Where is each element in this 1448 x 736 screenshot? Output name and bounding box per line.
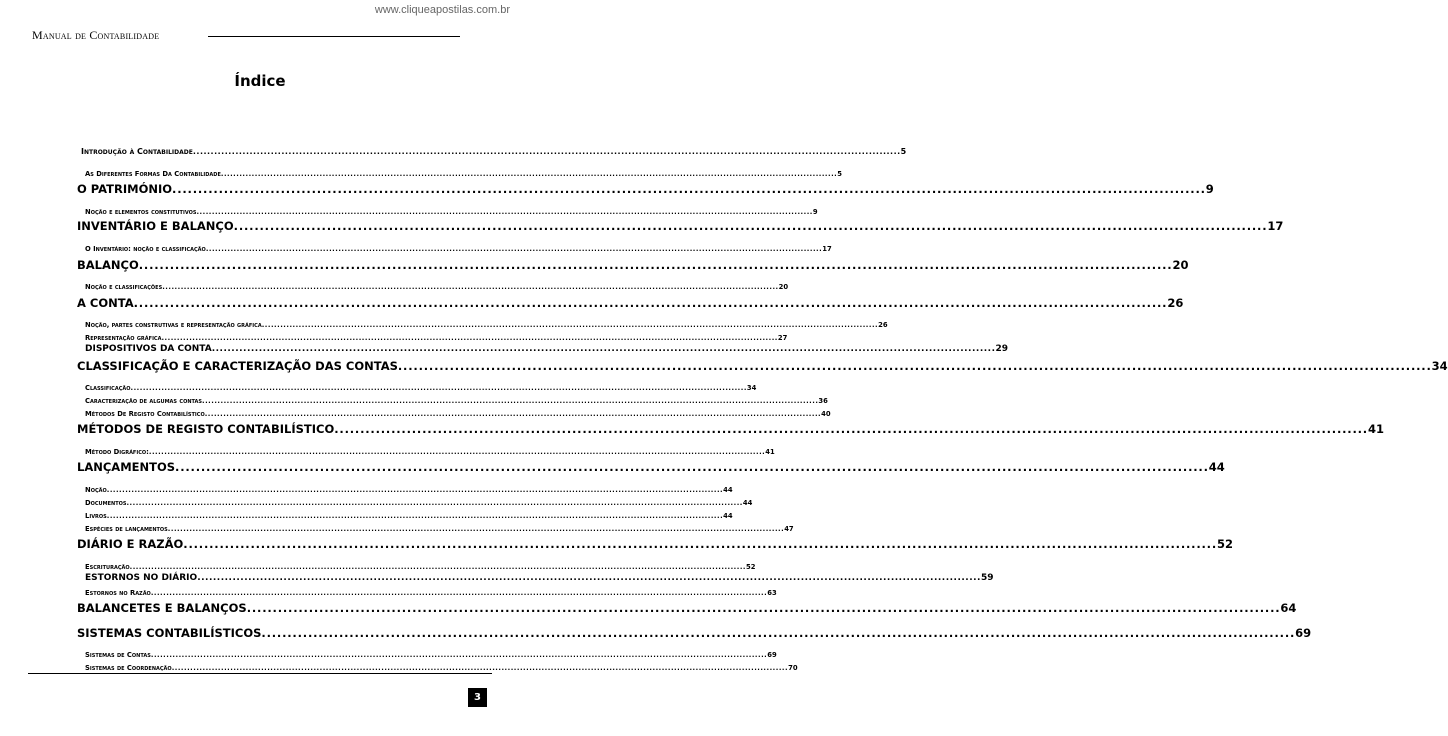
toc-entry[interactable] bbox=[77, 355, 1448, 373]
toc-entry-title: Noção e elementos constitutivos bbox=[85, 208, 197, 216]
toc-entry-title: A CONTA bbox=[77, 296, 134, 310]
toc-entry-title: Noção e classificações bbox=[85, 283, 163, 291]
toc-leader: ........................................................................................................................................................................................................ bbox=[261, 626, 1296, 640]
toc-leader: ........................................................................................................................................................................................................ bbox=[162, 283, 779, 291]
toc-entry[interactable] bbox=[77, 533, 1234, 551]
toc-leader: ........................................................................................................................................................................................................ bbox=[202, 397, 819, 405]
watermark-url: www.cliqueapostilas.com.br bbox=[374, 4, 510, 16]
toc-entry[interactable] bbox=[77, 418, 1384, 436]
toc-leader: ........................................................................................................................................................................................................ bbox=[172, 182, 1206, 196]
toc-entry[interactable] bbox=[77, 622, 1312, 640]
page-number-badge: 3 bbox=[468, 688, 487, 707]
toc-entry-page: 70 bbox=[788, 664, 798, 672]
toc-entry-page: 41 bbox=[765, 448, 775, 456]
toc-entry[interactable] bbox=[85, 438, 775, 456]
toc-leader: ........................................................................................................................................................................................................ bbox=[150, 589, 768, 597]
toc-entry-title: Noção bbox=[85, 486, 107, 494]
toc-entry-page: 44 bbox=[742, 499, 753, 507]
toc-leader: ........................................................................................................................................................................................................ bbox=[261, 321, 879, 329]
toc-leader: ........................................................................................................................................................................................................ bbox=[130, 384, 747, 392]
toc-entry[interactable] bbox=[77, 597, 1297, 615]
toc-entry-page: 47 bbox=[784, 525, 794, 533]
toc-entry-page: 63 bbox=[767, 589, 777, 597]
toc-entry-title: BALANÇO bbox=[77, 258, 139, 272]
toc-entry-page: 26 bbox=[878, 321, 888, 329]
toc-leader: ........................................................................................................................................................................................................ bbox=[334, 422, 1368, 436]
toc-entry-page: 29 bbox=[995, 344, 1009, 354]
toc-entry-title: Sistemas de Contas bbox=[85, 651, 151, 659]
toc-leader: ........................................................................................................................................................................................................ bbox=[106, 512, 724, 520]
toc-leader: ........................................................................................................................................................................................................ bbox=[196, 208, 813, 216]
footer-rule bbox=[28, 673, 492, 674]
toc-entry-page: 20 bbox=[1172, 258, 1189, 272]
toc-entry-title: Sistemas de Coordenação bbox=[85, 664, 172, 672]
toc-entry-title: LANÇAMENTOS bbox=[77, 460, 176, 474]
toc-entry-title: Método Digráfico: bbox=[85, 448, 149, 456]
toc-entry-page: 36 bbox=[818, 397, 828, 405]
toc-entry-page: 9 bbox=[1205, 182, 1214, 196]
toc-entry-page: 27 bbox=[777, 334, 788, 342]
toc-entry[interactable] bbox=[77, 178, 1214, 196]
toc-entry-page: 40 bbox=[821, 410, 831, 418]
toc-leader: ........................................................................................................................................................................................................ bbox=[171, 664, 789, 672]
toc-entry-title: Introdução à Contabilidade bbox=[81, 147, 193, 156]
toc-leader: ........................................................................................................................................................................................................ bbox=[175, 460, 1209, 474]
toc-leader: ........................................................................................................................................................................................................ bbox=[126, 499, 743, 507]
toc-entry-title: BALANCETES E BALANÇOS bbox=[77, 601, 247, 615]
toc-entry-page: 52 bbox=[746, 563, 756, 571]
toc-leader: ........................................................................................................................................................................................................ bbox=[246, 601, 1281, 615]
toc-entry-page: 17 bbox=[1267, 219, 1284, 233]
toc-entry-page: 41 bbox=[1367, 422, 1384, 436]
toc-entry-page: 44 bbox=[723, 512, 733, 520]
toc-entry[interactable] bbox=[85, 198, 818, 216]
toc-leader: ........................................................................................................................................................................................................ bbox=[161, 334, 778, 342]
toc-leader: ........................................................................................................................................................................................................ bbox=[150, 651, 768, 659]
toc-entry-title: Classificação bbox=[85, 384, 131, 392]
toc-entry-page: 59 bbox=[980, 573, 994, 583]
toc-leader: ........................................................................................................................................................................................................ bbox=[183, 537, 1218, 551]
toc-entry-title: Caracterização de algumas contas bbox=[85, 397, 202, 405]
toc-leader: ........................................................................................................................................................................................................ bbox=[167, 525, 785, 533]
toc-entry-title: CLASSIFICAÇÃO E CARACTERIZAÇÃO DAS CONTAS bbox=[77, 359, 398, 373]
running-header: Manual de Contabilidade bbox=[32, 28, 160, 42]
toc-entry-page: 5 bbox=[837, 170, 842, 178]
toc-leader: ........................................................................................................................................................................................................ bbox=[192, 147, 901, 156]
toc-entry-title: DISPOSITIVOS DA CONTA bbox=[85, 344, 212, 354]
toc-entry-page: 69 bbox=[767, 651, 777, 659]
toc-entry-title: Noção, partes construtivas e representação gráfica bbox=[85, 321, 262, 329]
toc-leader: ........................................................................................................................................................................................................ bbox=[205, 245, 823, 253]
toc-entry-title: Representação gráfica bbox=[85, 334, 162, 342]
toc-entry-page: 64 bbox=[1280, 601, 1297, 615]
toc-entry[interactable] bbox=[77, 292, 1184, 310]
toc-entry-title: Métodos De Registo Contabilístico bbox=[85, 410, 205, 418]
toc-leader: ........................................................................................................................................................................................................ bbox=[197, 573, 981, 583]
toc-entry[interactable] bbox=[85, 160, 842, 178]
toc-entry[interactable] bbox=[85, 579, 777, 597]
toc-leader: ........................................................................................................................................................................................................ bbox=[106, 486, 724, 494]
toc-entry-title: Estornos no Razão bbox=[85, 589, 151, 597]
toc-leader: ........................................................................................................................................................................................................ bbox=[233, 219, 1268, 233]
toc-leader: ........................................................................................................................................................................................................ bbox=[220, 170, 838, 178]
toc-entry-page: 34 bbox=[746, 384, 757, 392]
toc-leader: ........................................................................................................................................................................................................ bbox=[148, 448, 766, 456]
toc-leader: ........................................................................................................................................................................................................ bbox=[133, 296, 1168, 310]
toc-entry-page: 17 bbox=[822, 245, 832, 253]
toc-entry[interactable] bbox=[85, 273, 789, 291]
toc-entry[interactable] bbox=[85, 235, 832, 253]
toc-entry-page: 9 bbox=[812, 208, 818, 216]
toc-entry-title: Livros bbox=[85, 512, 107, 520]
toc-entry[interactable] bbox=[77, 215, 1284, 233]
toc-entry-title: MÉTODOS DE REGISTO CONTABILÍSTICO bbox=[77, 422, 335, 436]
toc-leader: ........................................................................................................................................................................................................ bbox=[397, 359, 1432, 373]
toc-leader: ........................................................................................................................................................................................................ bbox=[129, 563, 747, 571]
toc-entry-page: 5 bbox=[900, 147, 907, 156]
toc-entry-page: 52 bbox=[1217, 537, 1234, 551]
toc-entry-title: O Inventário: noção e classificação bbox=[85, 245, 206, 253]
toc-entry-title: As Diferentes Formas Da Contabilidade bbox=[85, 170, 221, 178]
toc-entry-page: 26 bbox=[1167, 296, 1184, 310]
toc-entry-page: 44 bbox=[723, 486, 733, 494]
toc-leader: ........................................................................................................................................................................................................ bbox=[138, 258, 1173, 272]
toc-leader: ........................................................................................................................................................................................................ bbox=[211, 344, 996, 354]
toc-entry-page: 20 bbox=[778, 283, 789, 291]
toc-entry[interactable] bbox=[81, 138, 907, 156]
toc-entry-title: Escrituração bbox=[85, 563, 130, 571]
page-title: Índice bbox=[234, 72, 286, 90]
toc-entry-title: Espécies de lançamentos bbox=[85, 525, 168, 533]
toc-entry-title: SISTEMAS CONTABILÍSTICOS bbox=[77, 626, 262, 640]
toc-entry-title: DIÁRIO E RAZÃO bbox=[77, 537, 184, 551]
toc-entry-title: ESTORNOS NO DIÁRIO bbox=[85, 573, 198, 583]
toc-entry-title: Documentos bbox=[85, 499, 127, 507]
toc-entry[interactable] bbox=[77, 456, 1225, 474]
toc-entry-title: INVENTÁRIO E BALANÇO bbox=[77, 219, 234, 233]
toc-entry-page: 44 bbox=[1208, 460, 1225, 474]
toc-leader: ........................................................................................................................................................................................................ bbox=[204, 410, 822, 418]
toc-entry-page: 69 bbox=[1295, 626, 1312, 640]
toc-entry-title: O PATRIMÓNIO bbox=[77, 182, 173, 196]
toc-entry[interactable] bbox=[77, 254, 1189, 272]
toc-entry-page: 34 bbox=[1431, 359, 1448, 373]
